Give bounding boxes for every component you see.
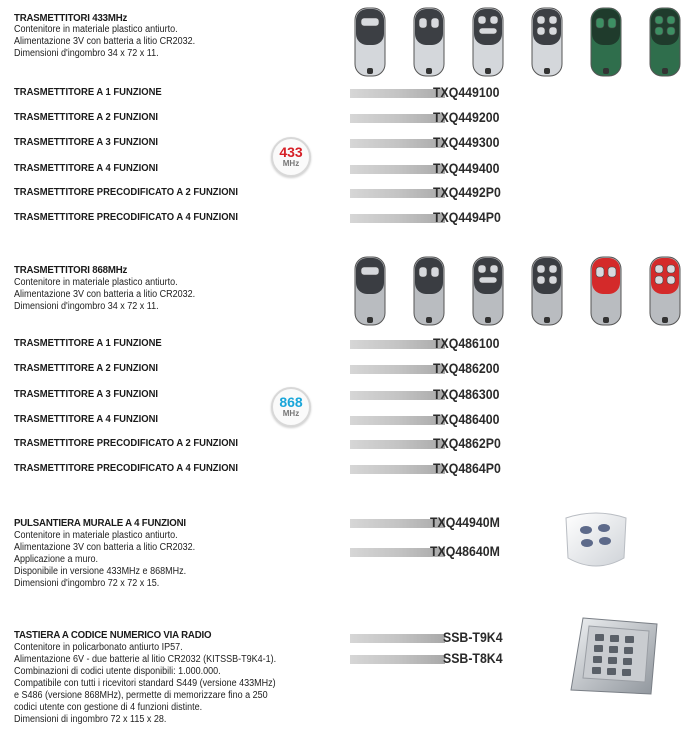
product-name: TRASMETTITORE A 3 FUNZIONI <box>14 388 159 400</box>
wall-keypad-title: PULSANTIERA MURALE A 4 FUNZIONI <box>14 517 186 529</box>
radio-keypad-desc-3: Combinazioni di codici utente disponibili: 1.000.000. <box>14 666 221 677</box>
radio-keypad-desc-7: Dimensioni di ingombro 72 x 115 x 28. <box>14 714 167 725</box>
badge-unit: MHz <box>282 409 300 418</box>
code-bar <box>350 139 445 148</box>
remote-control-image <box>471 6 505 78</box>
product-code: TXQ48640M <box>430 543 500 559</box>
section-433-title: TRASMETTITORI 433MHz <box>14 12 128 24</box>
remote-control-image <box>530 255 564 327</box>
radio-keypad-desc-5: e S486 (versione 868MHz), permette di memorizzare fino a 250 <box>14 690 268 701</box>
frequency-badge-433 <box>271 137 311 177</box>
badge-number: 868 <box>279 394 303 410</box>
section-433-desc-3: Dimensioni d'ingombro 34 x 72 x 11. <box>14 48 159 59</box>
product-code: TXQ486200 <box>433 360 500 376</box>
badge-number: 433 <box>279 144 303 160</box>
remote-control-image <box>412 255 446 327</box>
remote-control-image <box>471 255 505 327</box>
code-bar <box>350 634 445 643</box>
code-bar <box>350 214 445 223</box>
product-name: TRASMETTITORE A 1 FUNZIONE <box>14 86 162 98</box>
product-code: SSB-T8K4 <box>443 650 503 666</box>
section-433-desc-2: Alimentazione 3V con batteria a litio CR2032. <box>14 36 196 47</box>
radio-keypad-desc-1: Contenitore in policarbonato antiurto IP57. <box>14 642 183 653</box>
product-name: TRASMETTITORE A 2 FUNZIONI <box>14 362 159 374</box>
remote-control-image <box>353 255 387 327</box>
product-code: TXQ44940M <box>430 514 500 530</box>
product-name: TRASMETTITORE PRECODIFICATO A 2 FUNZIONI <box>14 437 239 449</box>
remote-control-image <box>589 255 623 327</box>
remote-control-image <box>412 6 446 78</box>
product-name: TRASMETTITORE A 4 FUNZIONI <box>14 413 159 425</box>
wall-keypad-desc-3: Applicazione a muro. <box>14 554 99 565</box>
numeric-keypad-image <box>565 612 665 704</box>
code-bar <box>350 165 445 174</box>
product-name: TRASMETTITORE A 3 FUNZIONI <box>14 136 159 148</box>
wall-keypad-desc-4: Disponibile in versione 433MHz e 868MHz. <box>14 566 187 577</box>
product-code: TXQ486300 <box>433 386 500 402</box>
section-868-desc-3: Dimensioni d'ingombro 34 x 72 x 11. <box>14 301 159 312</box>
product-code: TXQ449300 <box>433 134 500 150</box>
code-bar <box>350 114 445 123</box>
code-bar <box>350 391 445 400</box>
radio-keypad-desc-4: Compatibile con tutti i ricevitori standard S449 (versione 433MHz) <box>14 678 276 689</box>
section-868-title: TRASMETTITORI 868MHz <box>14 264 128 276</box>
product-code: TXQ4494P0 <box>433 209 501 225</box>
product-code: TXQ486400 <box>433 411 500 427</box>
wall-keypad-desc-2: Alimentazione 3V con batteria a litio CR2032. <box>14 542 196 553</box>
remote-control-image <box>648 6 682 78</box>
product-code: TXQ449100 <box>433 84 500 100</box>
wall-keypad-image <box>560 510 632 572</box>
remote-control-image <box>589 6 623 78</box>
code-bar <box>350 340 445 349</box>
product-code: TXQ486100 <box>433 335 500 351</box>
product-code: SSB-T9K4 <box>443 629 503 645</box>
product-name: TRASMETTITORE PRECODIFICATO A 4 FUNZIONI <box>14 462 239 474</box>
product-code: TXQ449400 <box>433 160 500 176</box>
radio-keypad-desc-6: codici utente con gestione di 4 funzioni distinte. <box>14 702 203 713</box>
remote-control-image <box>353 6 387 78</box>
section-868-desc-1: Contenitore in materiale plastico antiurto. <box>14 277 178 288</box>
code-bar <box>350 416 445 425</box>
product-name: TRASMETTITORE PRECODIFICATO A 4 FUNZIONI <box>14 211 239 223</box>
code-bar <box>350 440 445 449</box>
product-code: TXQ4864P0 <box>433 460 501 476</box>
code-bar <box>350 365 445 374</box>
product-code: TXQ4492P0 <box>433 184 501 200</box>
product-name: TRASMETTITORE A 4 FUNZIONI <box>14 162 159 174</box>
remote-control-image <box>648 255 682 327</box>
section-433-desc-1: Contenitore in materiale plastico antiurto. <box>14 24 178 35</box>
code-bar <box>350 189 445 198</box>
code-bar <box>350 655 445 664</box>
wall-keypad-desc-1: Contenitore in materiale plastico antiurto. <box>14 530 178 541</box>
product-code: TXQ4862P0 <box>433 435 501 451</box>
wall-keypad-desc-5: Dimensioni d'ingombro 72 x 72 x 15. <box>14 578 160 589</box>
frequency-badge-868 <box>271 387 311 427</box>
product-code: TXQ449200 <box>433 109 500 125</box>
code-bar <box>350 465 445 474</box>
radio-keypad-desc-2: Alimentazione 6V - due batterie al litio CR2032 (KITSSB-T9K4-1). <box>14 654 277 665</box>
remote-control-image <box>530 6 564 78</box>
badge-unit: MHz <box>282 159 300 168</box>
code-bar <box>350 89 445 98</box>
product-name: TRASMETTITORE PRECODIFICATO A 2 FUNZIONI <box>14 186 239 198</box>
radio-keypad-title: TASTIERA A CODICE NUMERICO VIA RADIO <box>14 629 212 641</box>
product-name: TRASMETTITORE A 1 FUNZIONE <box>14 337 162 349</box>
product-name: TRASMETTITORE A 2 FUNZIONI <box>14 111 159 123</box>
section-868-desc-2: Alimentazione 3V con batteria a litio CR2032. <box>14 289 196 300</box>
